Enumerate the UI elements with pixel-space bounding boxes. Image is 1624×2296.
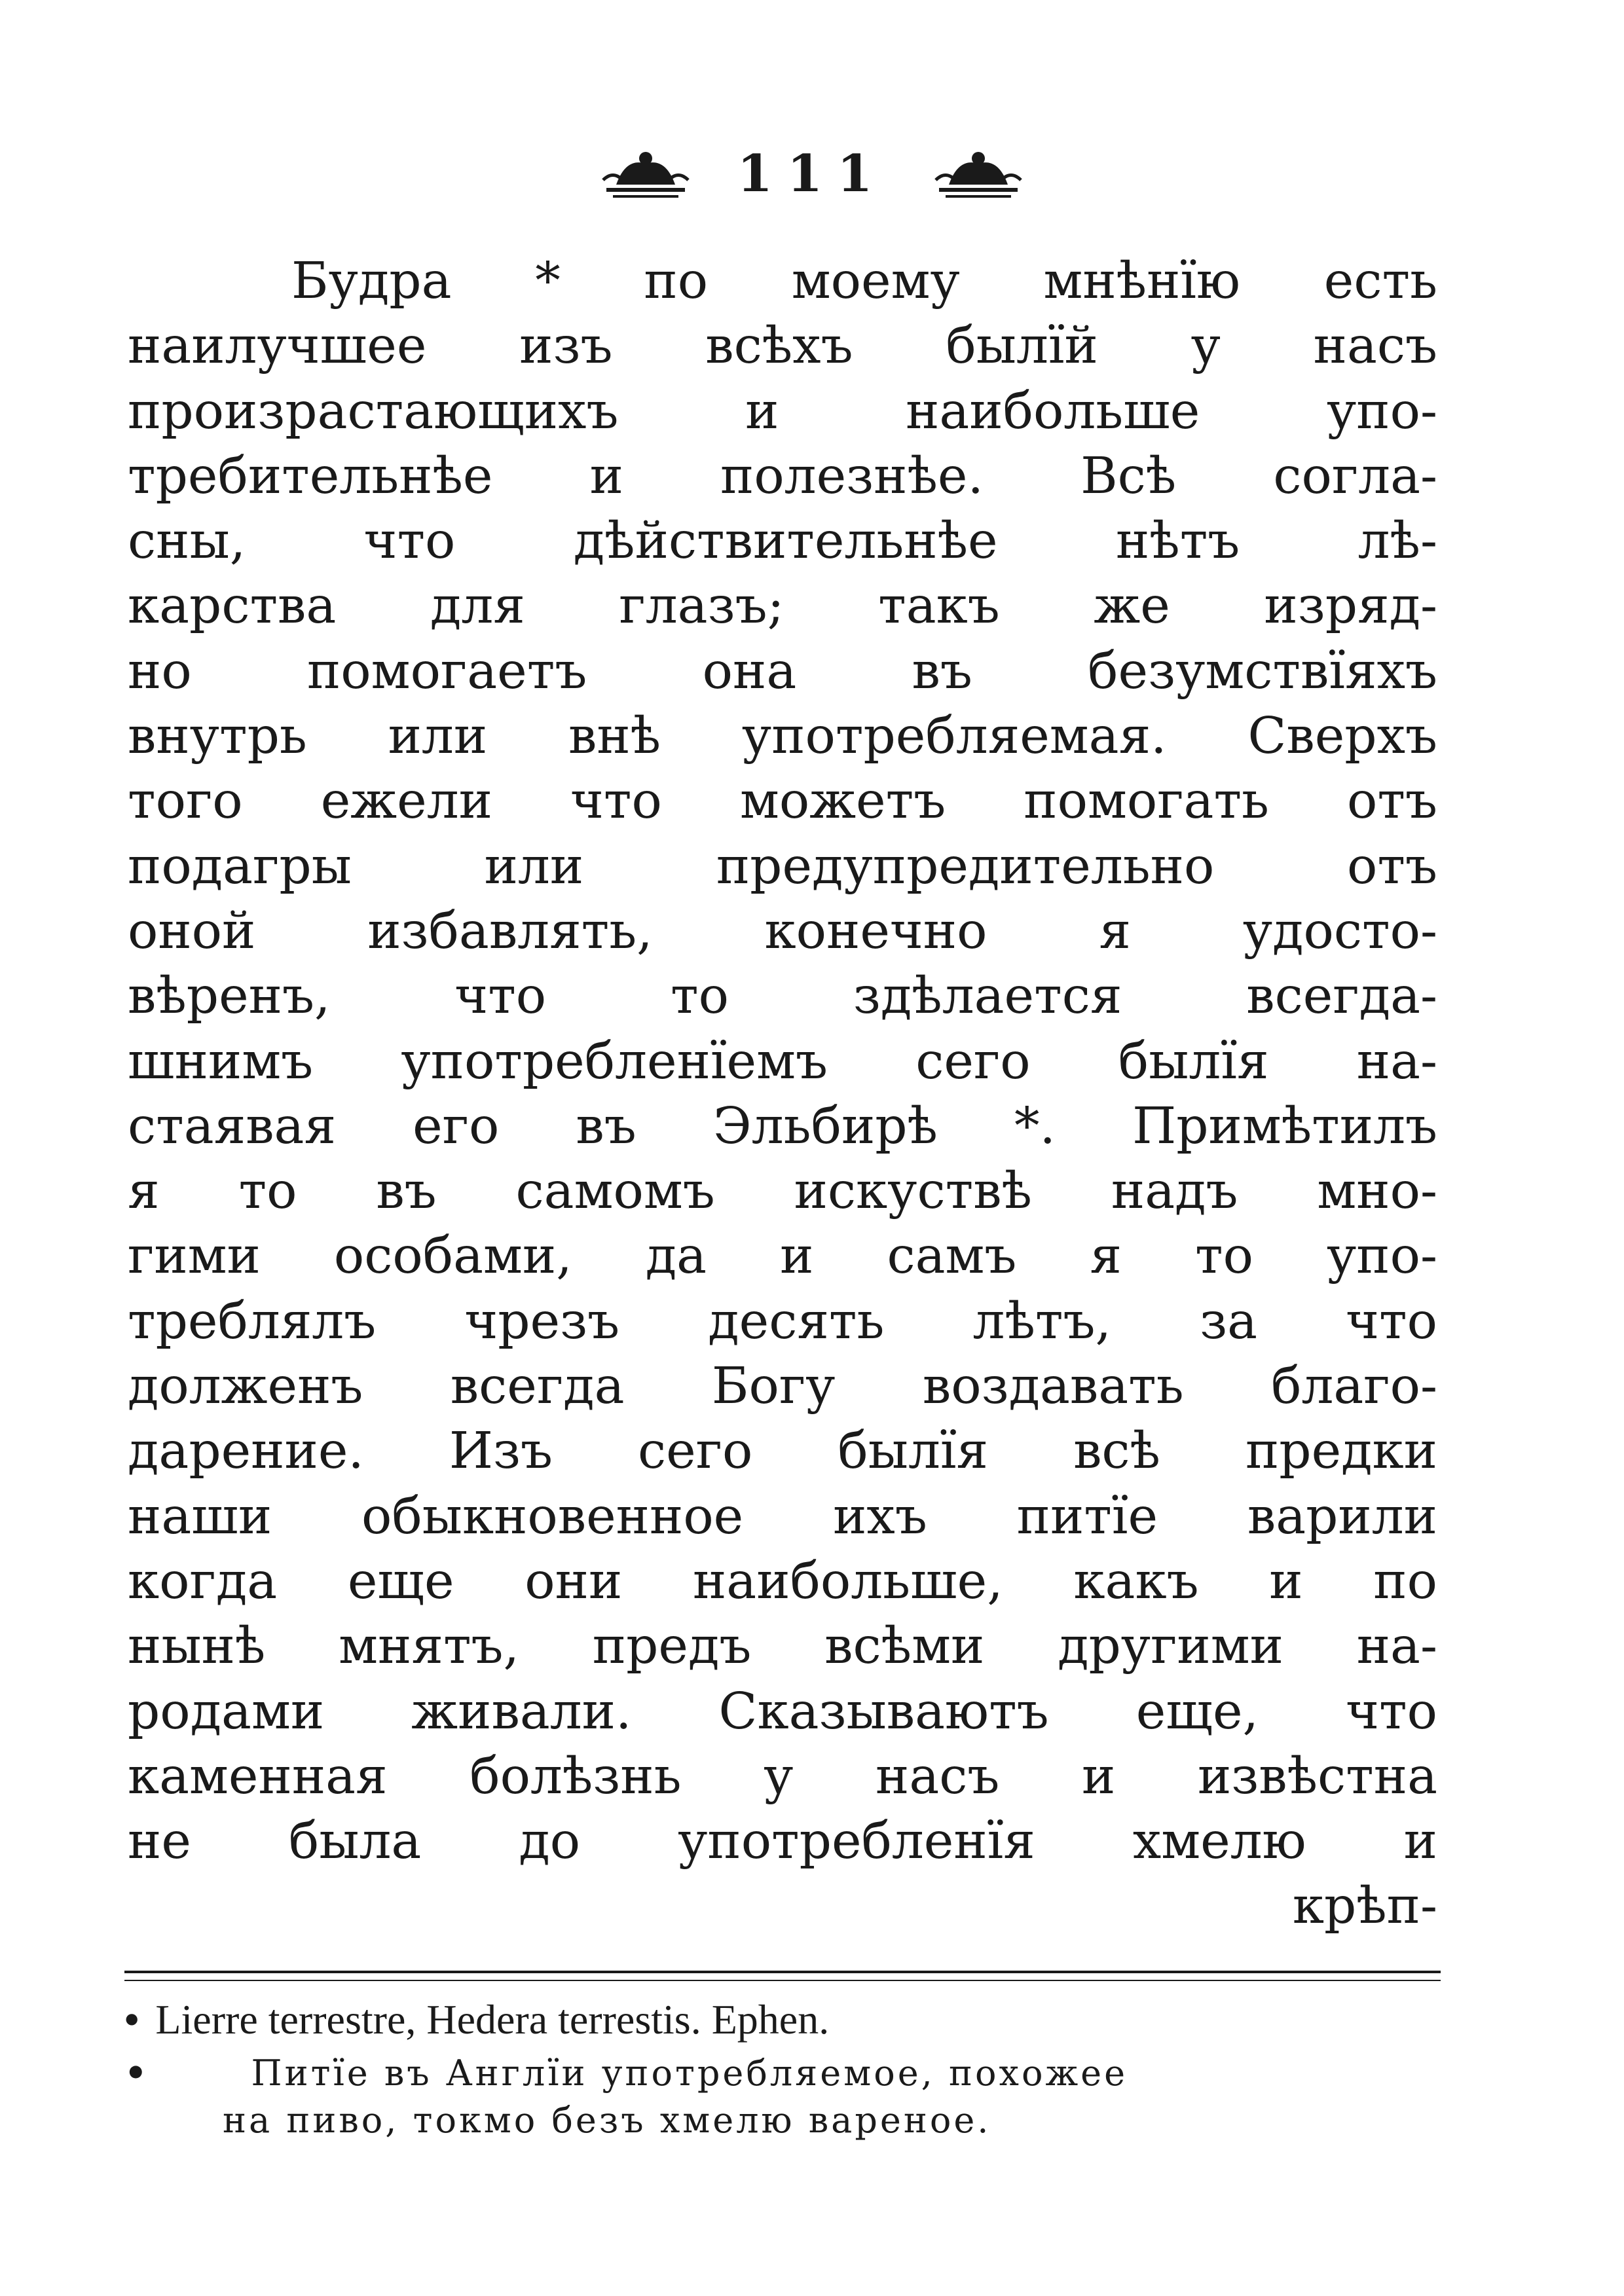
- text-line: Будра * по моему мнѣнїю есть: [291, 252, 1437, 310]
- text-line: каменная болѣзнь у насъ и извѣстна: [128, 1747, 1437, 1806]
- text-line: не была до употребленїя хмелю и: [128, 1812, 1437, 1871]
- footnote-2-line-2: на пиво, токмо безъ хмелю вареное.: [223, 2100, 991, 2141]
- text-line: того ежели что можетъ помогать отъ: [128, 772, 1437, 831]
- text-line: подагры или предупредительно отъ: [128, 837, 1437, 896]
- crown-ornament-right-icon: [932, 144, 1024, 203]
- page-number: 111: [737, 143, 887, 204]
- text-line: оной избавлять, конечно я удосто-: [128, 902, 1437, 960]
- text-line: внутрь или внѣ употребляемая. Сверхъ: [128, 707, 1437, 766]
- text-line: дарение. Изъ сего былїя всѣ предки: [128, 1422, 1437, 1481]
- text-line: вѣренъ, что то здѣлается всегда-: [128, 967, 1437, 1026]
- text-line: наилучшее изъ всѣхъ былїй у насъ: [128, 317, 1437, 376]
- footnote-2: [124, 2049, 1441, 2144]
- footnote-1-text: Lierre terrestre, Hedera terrestis. Ephen.: [155, 1996, 830, 2043]
- text-line: гими особами, да и самъ я то упо-: [128, 1227, 1437, 1286]
- text-line: но помогаетъ она въ безумствїяхъ: [128, 642, 1437, 701]
- text-line: долженъ всегда Богу воздавать благо-: [128, 1357, 1437, 1416]
- catchword: крѣп-: [1292, 1877, 1437, 1936]
- footnote-2-line-1: Питїе въ Англїи употребляемое, похожее: [251, 2052, 1128, 2094]
- main-text: [128, 249, 1437, 1939]
- text-line: стаявая его въ Эльбирѣ *. Примѣтилъ: [128, 1097, 1437, 1156]
- text-line: наши обыкновенное ихъ питїе варили: [128, 1487, 1437, 1546]
- text-line: произрастающихъ и наибольше упо-: [128, 382, 1437, 441]
- text-line: когда еще они наибольше, какъ и по: [128, 1552, 1437, 1611]
- text-line: я то въ самомъ искуствѣ надъ мно-: [128, 1162, 1437, 1221]
- footnotes: [124, 1990, 1441, 2144]
- text-line: сны, что дѣйствительнѣе нѣтъ лѣ-: [128, 512, 1437, 571]
- text-line: родами живали. Сказываютъ еще, что: [128, 1682, 1437, 1741]
- text-line: требительнѣе и полезнѣе. Всѣ согла-: [128, 446, 1437, 505]
- text-line: карства для глазъ; такъ же изряд-: [128, 577, 1437, 636]
- crown-ornament-left-icon: [600, 144, 692, 203]
- page-header: [0, 134, 1624, 213]
- footnote-marker-icon: •: [124, 1996, 139, 2043]
- text-line: треблялъ чрезъ десять лѣтъ, за что: [128, 1292, 1437, 1351]
- footnote-1: [124, 1990, 1441, 2049]
- footnote-marker-icon: •: [124, 2052, 150, 2094]
- footnote-divider: [124, 1971, 1441, 1981]
- text-line: нынѣ мнятъ, предъ всѣми другими на-: [128, 1617, 1437, 1676]
- text-line: шнимъ употребленїемъ сего былїя на-: [128, 1032, 1437, 1091]
